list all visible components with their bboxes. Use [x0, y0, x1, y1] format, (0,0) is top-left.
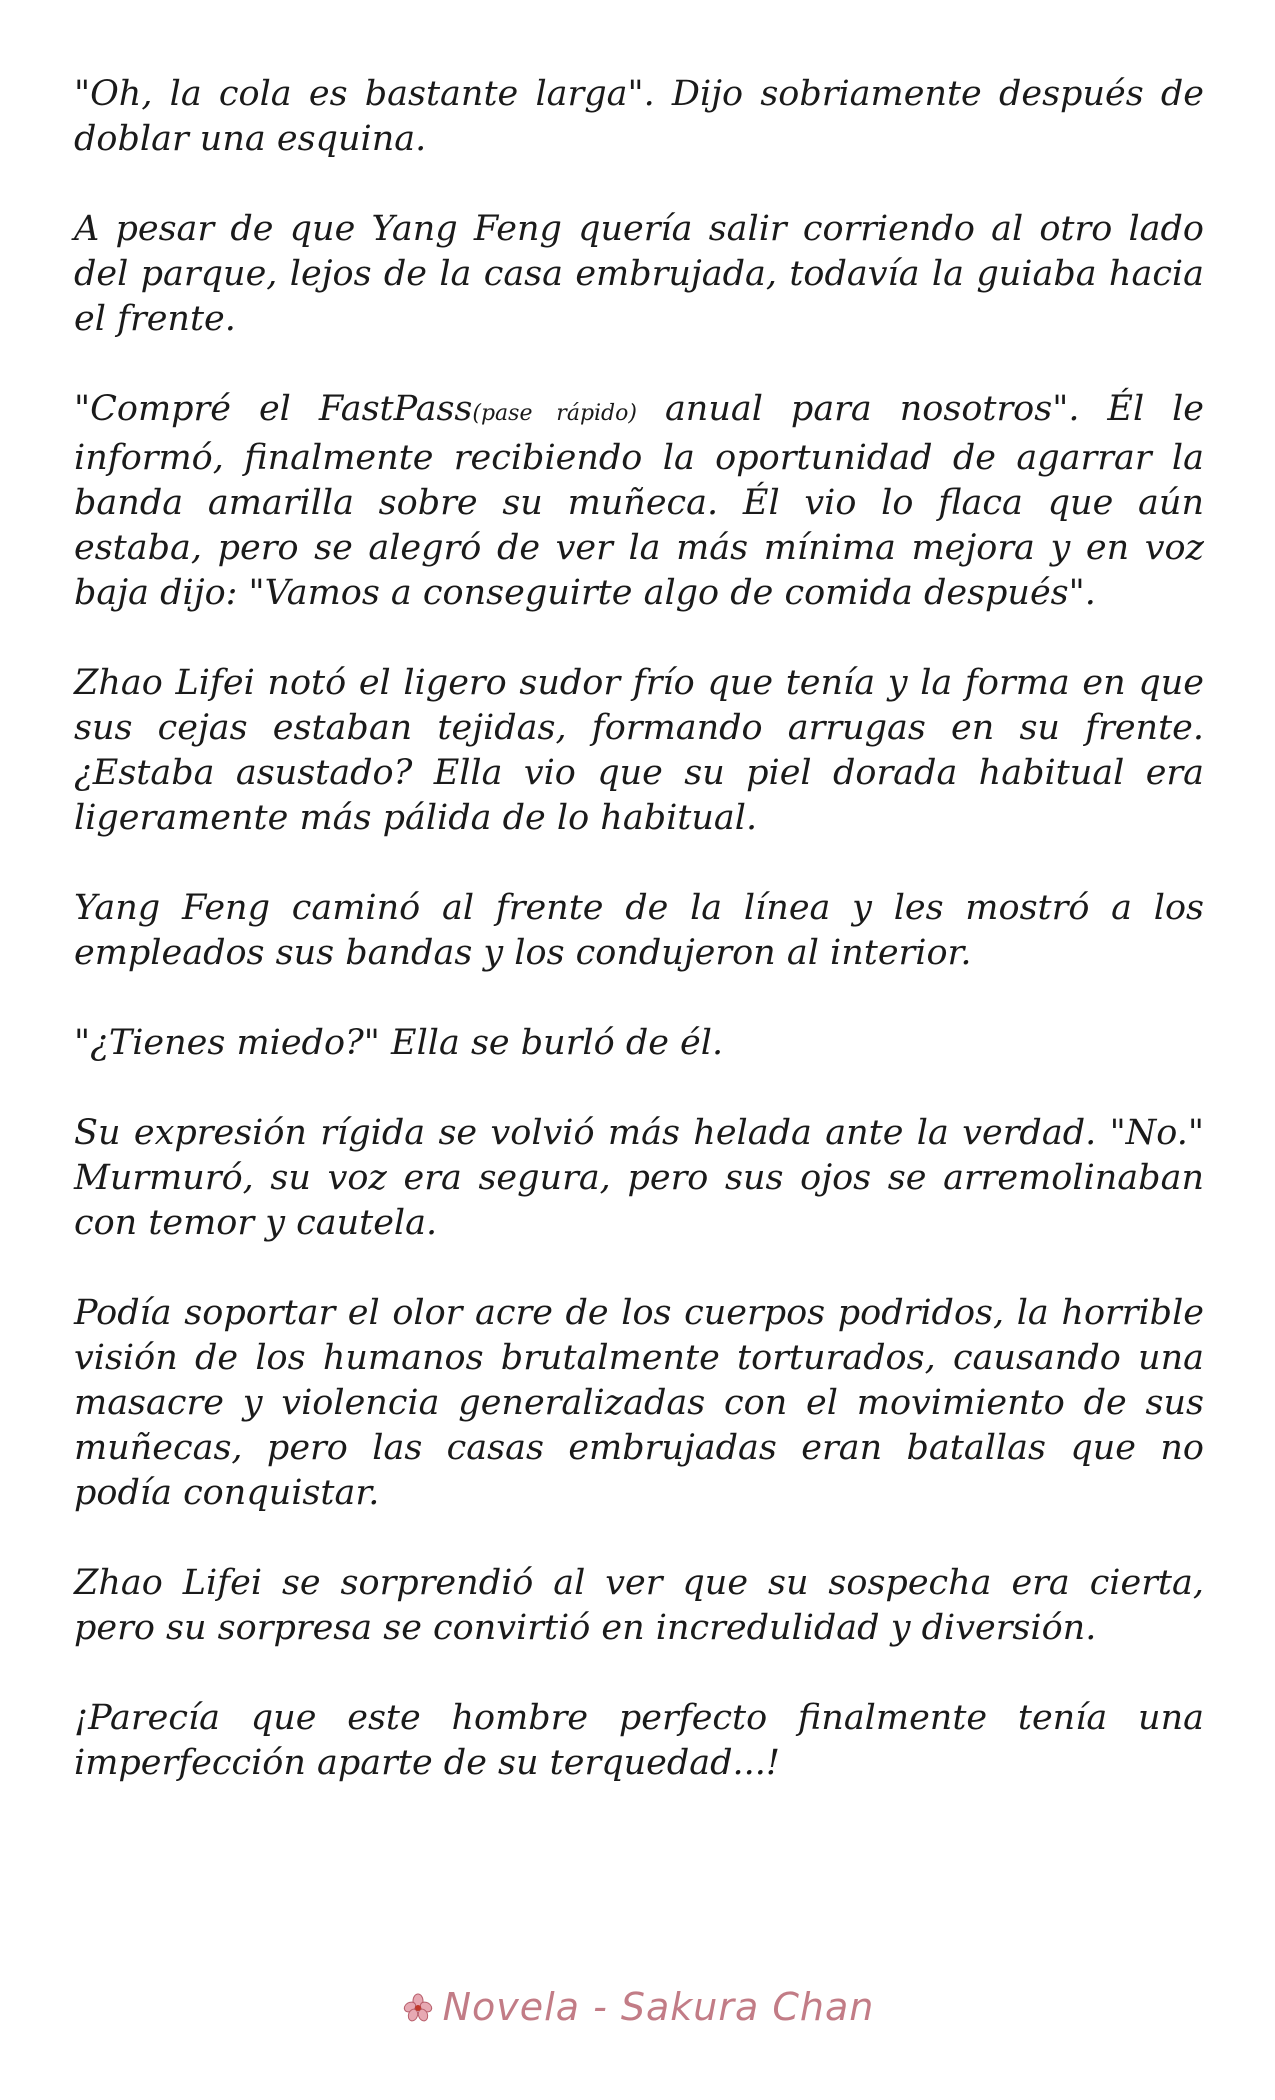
paragraph	[74, 387, 1204, 616]
paragraph: "Oh, la cola es bastante larga". Dijo sobriamente después de doblar una esquina.	[74, 74, 1204, 159]
paragraph: A pesar de que Yang Feng quería salir corriendo al otro lado del parque, lejos de la casa embrujada, todavía la guiaba hacia el frente.	[74, 209, 1204, 339]
sakura-flower-icon	[401, 1988, 435, 2032]
paragraph: Zhao Lifei notó el ligero sudor frío que tenía y la forma en que sus cejas estaban tejidas, formando arrugas en su frente. ¿Estaba asustado? Ella vio que su piel dorada habitual era ligeramente más pálida de lo habitual.	[74, 663, 1204, 838]
translation-note: (pase rápido)	[472, 401, 637, 426]
watermark-text: Novela - Sakura Chan	[442, 1985, 875, 2029]
paragraph: Zhao Lifei se sorprendió al ver que su sospecha era cierta, pero su sorpresa se convirtió en incredulidad y diversión.	[74, 1563, 1204, 1648]
paragraph: "¿Tienes miedo?" Ella se burló de él.	[74, 1023, 724, 1063]
footer-watermark	[0, 1985, 1275, 2032]
chapter-text	[74, 72, 1204, 1831]
paragraph: ¡Parecía que este hombre perfecto finalmente tenía una imperfección aparte de su terquedad...!	[74, 1698, 1204, 1783]
paragraph: Yang Feng caminó al frente de la línea y les mostró a los empleados sus bandas y los condujeron al interior.	[74, 888, 1204, 973]
paragraph-text: anual para nosotros". Él le informó, finalmente recibiendo la oportunidad de agarrar la banda amarilla sobre su muñeca. Él vio lo flaca que aún estaba, pero se alegró de ver la más mínima mejora y en voz baja dijo: "Vamos a conseguirte algo de comida después".	[74, 389, 1205, 613]
paragraph: Su expresión rígida se volvió más helada ante la verdad. "No." Murmuró, su voz era segura, pero sus ojos se arremolinaban con temor y cautela.	[74, 1113, 1204, 1243]
paragraph: Podía soportar el olor acre de los cuerpos podridos, la horrible visión de los humanos brutalmente torturados, causando una masacre y violencia generalizadas con el movimiento de sus muñecas, pero las casas embrujadas eran batallas que no podía conquistar.	[74, 1293, 1204, 1513]
paragraph-text: "Compré el FastPass	[74, 389, 473, 429]
